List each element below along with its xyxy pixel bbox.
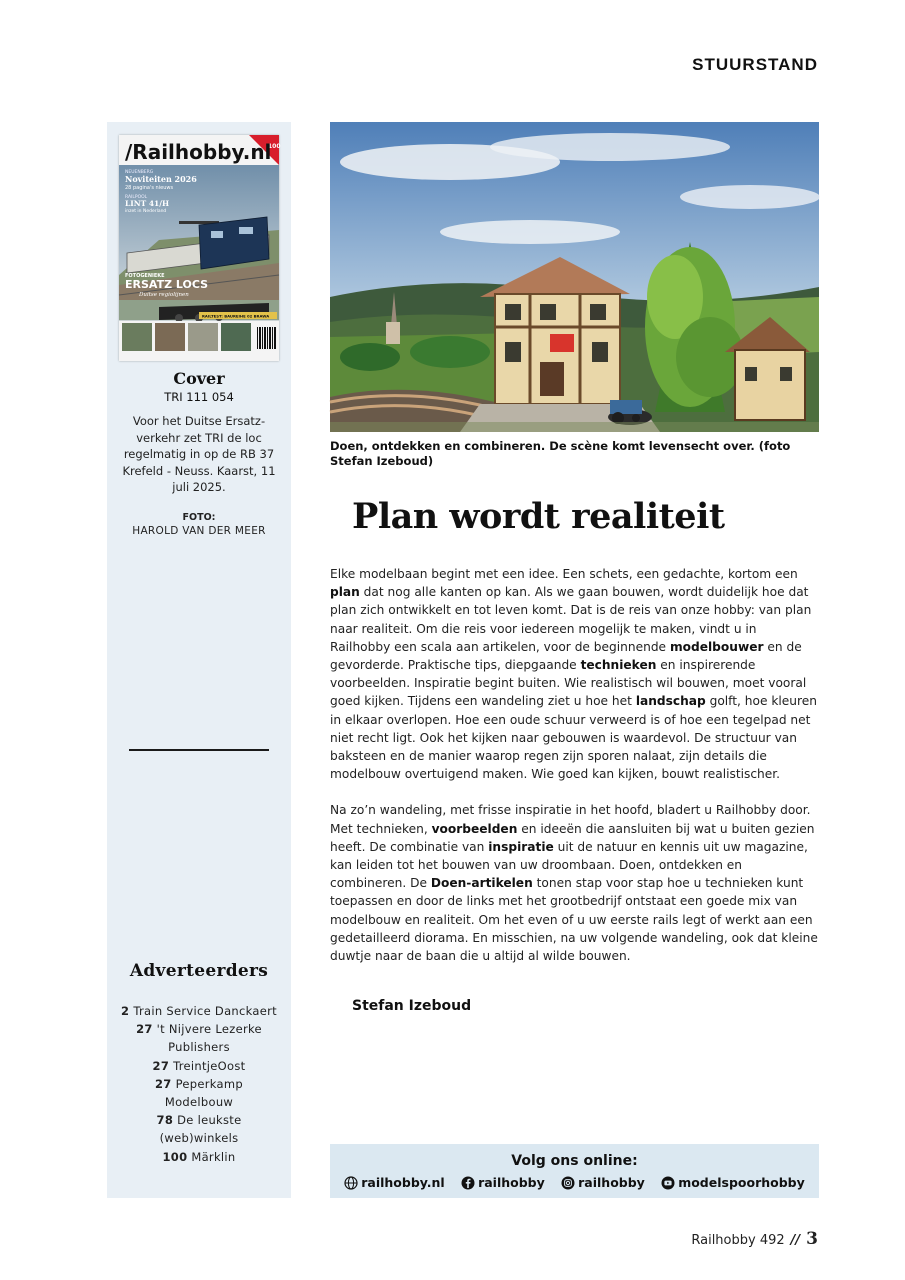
follow-online-title: Volg ons online:: [511, 1153, 638, 1169]
article-body: [330, 565, 819, 983]
text-run: en ideeën die aansluiten bij wat u buiten gezien heeft. De combinatie van: [330, 821, 815, 854]
keyword: technieken: [580, 658, 657, 673]
advertiser-name: De leukste (web)winkels: [159, 1113, 242, 1146]
website-label: railhobby.nl: [361, 1175, 445, 1190]
text-run: dat nog alle kanten op kan. Als we gaan bouwen, wordt duidelijk hoe dat plan zich ontwikkelt en tot leven komt. Dat is de reis van onze hobby: van plan naar realiteit. Om die reis voor iedereen mogelijk te maken, vindt u in Railhobby een scala aan artikelen, voor de beginnende: [330, 585, 812, 654]
advertiser-page: 27: [152, 1058, 170, 1073]
keyword: landschap: [635, 694, 706, 709]
cover-feature-kicker: FOTOGENIEKE: [125, 273, 165, 279]
advertiser-page: 100: [162, 1149, 188, 1164]
cover-artwork: [119, 135, 279, 361]
text-run: golft, hoe kleuren in elkaar overlopen. Hoe een oude schuur verweerd is of hoe een tegelpad net niet recht ligt. Ook het kijken naar gebouwen is waardevol. De structuur van baksteen en de manier waarop regen zijn sporen nalaat, zijn details die modelbouw overtuigend maken. Wie goed kan kijken, bouwt realistischer.: [330, 694, 817, 782]
keyword: inspiratie: [488, 839, 554, 854]
advertiser-item[interactable]: [121, 1075, 277, 1111]
page-footer: [691, 1229, 818, 1249]
cover-title: Cover: [173, 369, 225, 388]
advertiser-item[interactable]: [121, 1002, 277, 1020]
sidebar-divider: [129, 749, 269, 751]
advertiser-name: 't Nijvere Lezerke Publishers: [156, 1022, 262, 1055]
cover-badge-text: 100: [268, 143, 281, 150]
advertiser-name: Train Service Danckaert: [133, 1004, 277, 1018]
cover-kicker-1: NEUENBERG: [125, 170, 154, 175]
photo-caption: Doen, ontdekken en combineren. De scène komt levensecht over. (foto Stefan Izeboud): [330, 439, 791, 468]
text-run: Na zo’n wandeling, met frisse inspiratie in het hoofd, bladert u Railhobby door. Met technieken,: [330, 803, 811, 836]
text-run: en inspirerende voorbeelden. Inspiratie begint buiten. Wie realistisch wil bouwen, moet vooral goed kijken. Tijdens een wandeling ziet u hoe het: [330, 658, 807, 709]
advertiser-item[interactable]: [121, 1057, 277, 1075]
cover-image[interactable]: [119, 135, 279, 361]
advertiser-name: TreintjeOost: [173, 1058, 246, 1073]
photo-credit-name: HAROLD VAN DER MEER: [132, 525, 266, 537]
youtube-link[interactable]: [661, 1175, 805, 1190]
text-run: uit de natuur en kennis uit uw magazine, kan leiden tot het bouwen van uw droombaan. Doen, ontdekken en combineren. De: [330, 839, 808, 891]
website-link[interactable]: [344, 1175, 444, 1190]
instagram-label: railhobby: [578, 1175, 645, 1190]
social-links: [330, 1175, 819, 1190]
paragraph-1: [330, 565, 819, 783]
facebook-label: railhobby: [478, 1175, 545, 1190]
paragraph-2: [330, 801, 819, 965]
cover-ribbon: RAILTEST: BAUREIHE 02 BRAWA: [202, 313, 270, 319]
page-number: 3: [806, 1229, 818, 1249]
advertiser-page: 78: [156, 1113, 174, 1128]
text-run: tonen stap voor stap hoe u technieken kunt toepassen en door de links met het grootbedrijf ontstaat een goede mix van modelbouw en realiteit. Om het even of u uw eerste rails legt of werkt aan een gedetailleerd diorama. En misschien, na uw volgende wandeling, ook dat kleine duwtje naar de baan die u altijd al wilde bouwen.: [330, 876, 818, 964]
section-label: STUURSTAND: [692, 55, 818, 74]
advertisers-list: [121, 1002, 277, 1166]
globe-icon: [344, 1176, 358, 1190]
keyword: Doen-artikelen: [430, 876, 533, 891]
advertiser-item[interactable]: [121, 1111, 277, 1147]
advertiser-page: 27: [136, 1022, 153, 1037]
article-photo[interactable]: [330, 122, 819, 432]
text-run: en de gevorderde. Praktische tips, diepgaande: [330, 639, 802, 673]
keyword: voorbeelden: [431, 821, 518, 836]
keyword: modelbouwer: [669, 639, 764, 654]
sidebar: [107, 122, 291, 1198]
cover-kicker-2: RAILPOOL: [125, 195, 148, 200]
article-headline: Plan wordt realiteit: [352, 496, 725, 537]
cover-sub-1: 28 pagina's nieuws: [125, 185, 174, 191]
advertiser-item[interactable]: [121, 1148, 277, 1166]
advertiser-name: Märklin: [191, 1149, 236, 1164]
footer-separator: //: [790, 1233, 801, 1248]
cover-headline-1: Noviteiten 2026: [125, 174, 197, 184]
cover-feature-title: ERSATZ LOCS: [125, 278, 209, 291]
follow-online-box: [330, 1144, 819, 1198]
youtube-icon: [661, 1176, 675, 1190]
cover-description: Voor het Duitse Ersatz-verkehr zet TRI de loc regelmatig in op de RB 37 Krefeld - Neuss. Kaarst, 11 juli 2025.: [122, 414, 276, 494]
facebook-link[interactable]: [461, 1175, 545, 1190]
youtube-label: modelspoorhobby: [678, 1175, 805, 1190]
facebook-icon: [461, 1176, 475, 1190]
instagram-icon: [561, 1176, 575, 1190]
advertisers-title: Adverteerders: [129, 961, 269, 981]
cover-feature-sub: Duitse regiolijnen: [139, 292, 189, 298]
cover-headline-2: LINT 41/H: [125, 199, 170, 208]
cover-code: TRI 111 054: [164, 390, 234, 404]
advertiser-page: 27: [155, 1076, 172, 1091]
instagram-link[interactable]: [561, 1175, 645, 1190]
photo-credit-label: FOTO:: [182, 512, 216, 523]
diorama-scene: [330, 122, 819, 432]
cover-logo: /Railhobby.nl: [125, 140, 272, 164]
text-run: Elke modelbaan begint met een idee. Een schets, een gedachte, kortom een: [330, 567, 798, 581]
advertiser-name: Peperkamp Modelbouw: [164, 1076, 243, 1110]
advertiser-page: 2: [121, 1004, 130, 1018]
keyword: plan: [330, 585, 360, 600]
advertiser-item[interactable]: [121, 1020, 277, 1056]
cover-sub-2: inzet in Nederland: [125, 209, 167, 214]
footer-magazine: Railhobby 492: [691, 1233, 785, 1248]
article-author: Stefan Izeboud: [352, 998, 472, 1014]
